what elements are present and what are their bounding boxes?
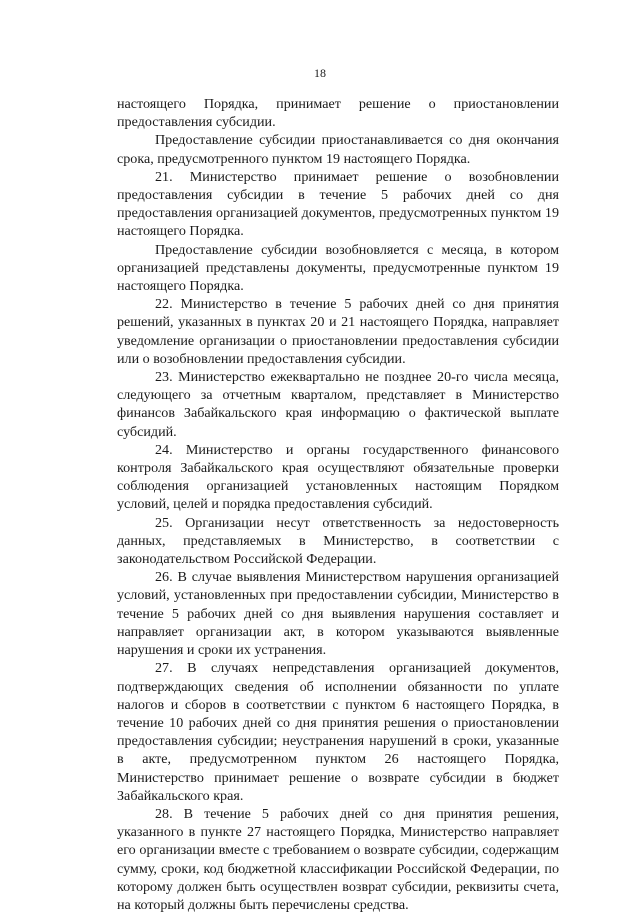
- paragraph-item-24: 24. Министерство и органы государственного финансового контроля Забайкальского края осуществляют обязательные проверки соблюдения организацией установленных настоящим Порядком условий, целей и порядка предоставления субсидий.: [117, 441, 559, 513]
- paragraph-item-23: 23. Министерство ежеквартально не позднее 20-го числа месяца, следующего за отчетным кварталом, представляет в Министерство финансов Забайкальского края информацию о фактической выплате субсидий.: [117, 369, 559, 440]
- document-body: [117, 95, 559, 914]
- paragraph-continuation: настоящего Порядка, принимает решение о приостановлении предоставления субсидии.: [117, 96, 559, 131]
- paragraph-item-22: 22. Министерство в течение 5 рабочих дней со дня принятия решений, указанных в пунктах 20 и 21 настоящего Порядка, направляет уведомление организации о приостановлении предоставления субсидии или о возобновлении предоставления субсидии.: [117, 296, 559, 367]
- paragraph-item-21: 21. Министерство принимает решение о возобновлении предоставления субсидии в течение 5 рабочих дней со дня предоставления организацией документов, предусмотренных пунктом 19 настоящего Порядка.: [117, 168, 559, 240]
- paragraph-item-26: 26. В случае выявления Министерством нарушения организацией условий, установленных при предоставлении субсидии, Министерство в течение 5 рабочих дней со дня выявления нарушения составляет и направляет организации акт, в котором указываются выявленные нарушения и сроки их устранения.: [117, 569, 559, 659]
- page-number: 18: [314, 66, 326, 80]
- paragraph: Предоставление субсидии приостанавливается со дня окончания срока, предусмотренного пунктом 19 настоящего Порядка.: [117, 132, 559, 167]
- paragraph-item-27: 27. В случаях непредставления организацией документов, подтверждающих сведения об исполнении обязанности по уплате налогов и сборов в соответствии с пунктом 6 настоящего Порядка, в течение 10 рабочих дней со дня принятия решения о приостановлении предоставления субсидии; неустранения нарушений в сроки, указанные в акте, предусмотренном пунктом 26 настоящего Порядка, Министерство принимает решение о возврате субсидии в бюджет Забайкальского края.: [117, 660, 559, 804]
- paragraph-item-28: 28. В течение 5 рабочих дней со дня принятия решения, указанного в пункте 27 настоящего Порядка, Министерство направляет его организации вместе с требованием о возврате субсидии, содержащим сумму, сроки, код бюджетной классификации Российской Федерации, по которому должен быть осуществлен возврат субсидии, реквизиты счета, на который должны быть перечислены средства.: [117, 805, 559, 913]
- paragraph: Предоставление субсидии возобновляется с месяца, в котором организацией представлены документы, предусмотренные пунктом 19 настоящего Порядка.: [117, 241, 559, 295]
- paragraph-item-25: 25. Организации несут ответственность за недостоверность данных, представляемых в Министерство, в соответствии с законодательством Российской Федерации.: [117, 514, 559, 568]
